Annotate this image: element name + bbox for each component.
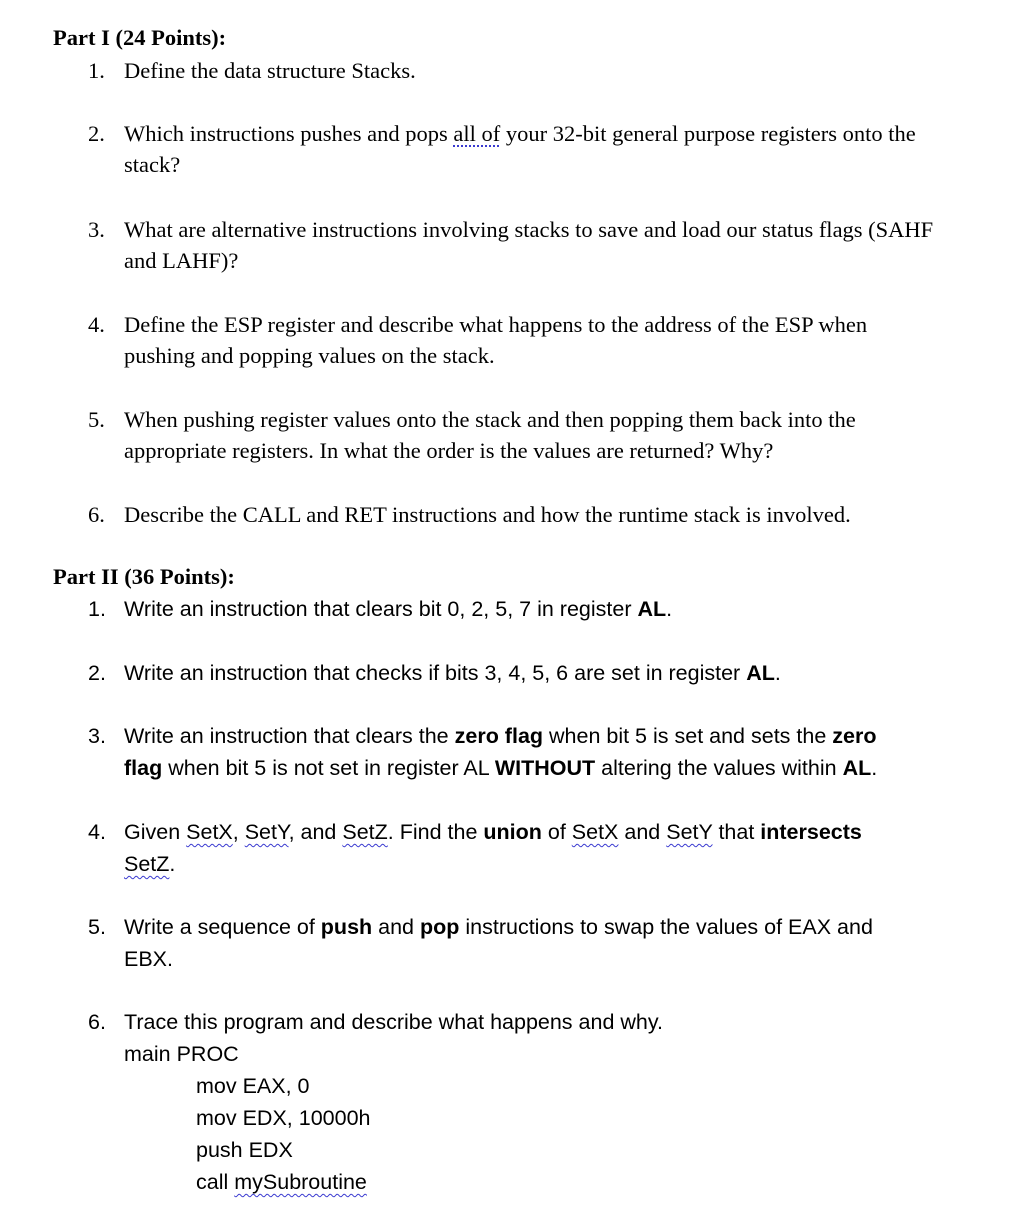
spelling-flag: SetZ [124,852,170,876]
question-number: 3. [88,724,106,748]
question-text-line-2: stack? [124,152,181,177]
question-text-line-1: Define the ESP register and describe what happens to the address of the ESP when [124,312,868,337]
question-number: 4. [88,820,106,844]
question-number: 1. [88,58,105,83]
question-text: Describe the CALL and RET instructions and how the runtime stack is involved. [124,502,851,527]
question-text: Write an instruction that checks if bits 3, 4, 5, 6 are set in register AL. [124,661,781,685]
spelling-flag: SetX [186,820,233,844]
code-line-3: push EDX [196,1138,293,1162]
code-block [196,1070,371,1198]
question-text-line-1: When pushing register values onto the stack and then popping them back into the [124,407,856,432]
spelling-flag: SetY [244,820,289,844]
grammar-flag: all of [453,121,501,146]
question-number: 3. [88,217,105,242]
spelling-flag: SetZ [342,820,388,844]
question-text: Define the data structure Stacks. [124,58,416,83]
code-line-1: mov EAX, 0 [196,1074,310,1098]
part2-heading: Part II (36 Points): [53,564,235,589]
code-line-2: mov EDX, 10000h [196,1106,371,1130]
code-line-4: call mySubroutine [196,1170,367,1194]
code-proc-label: main PROC [124,1042,239,1066]
question-number: 2. [88,661,106,685]
question-number: 5. [88,407,105,432]
question-number: 6. [88,502,105,527]
question-number: 6. [88,1010,106,1034]
spelling-flag: mySubroutine [234,1170,367,1194]
question-text-line-1: Which instructions pushes and pops all of your 32-bit general purpose registers onto the [124,121,916,146]
question-text-line-1: Given SetX, SetY, and SetZ. Find the union of SetX and SetY that intersects [124,820,862,844]
question-text-line-2: SetZ. [124,852,176,876]
question-text-line-2: appropriate registers. In what the order is the values are returned? Why? [124,438,774,463]
question-text: Trace this program and describe what happens and why. [124,1010,663,1034]
part1-heading: Part I (24 Points): [53,25,227,50]
question-number: 5. [88,915,106,939]
spelling-flag: SetY [666,820,713,844]
question-text-line-1: Write a sequence of push and pop instructions to swap the values of EAX and [124,915,873,939]
question-text-line-1: Write an instruction that clears the zero flag when bit 5 is set and sets the zero [124,724,877,748]
question-text-line-2: EBX. [124,947,173,971]
question-text-line-2: pushing and popping values on the stack. [124,343,495,368]
spelling-flag: SetX [571,820,619,844]
question-text-line-2: flag when bit 5 is not set in register AL WITHOUT altering the values within AL. [124,756,878,780]
question-number: 4. [88,312,105,337]
question-text: Write an instruction that clears bit 0, 2, 5, 7 in register AL. [124,597,673,621]
question-text-line-2: and LAHF)? [124,248,239,273]
question-number: 1. [88,597,106,621]
question-number: 2. [88,121,105,146]
question-text-line-1: What are alternative instructions involving stacks to save and load our status flags (SAHF [124,217,934,242]
